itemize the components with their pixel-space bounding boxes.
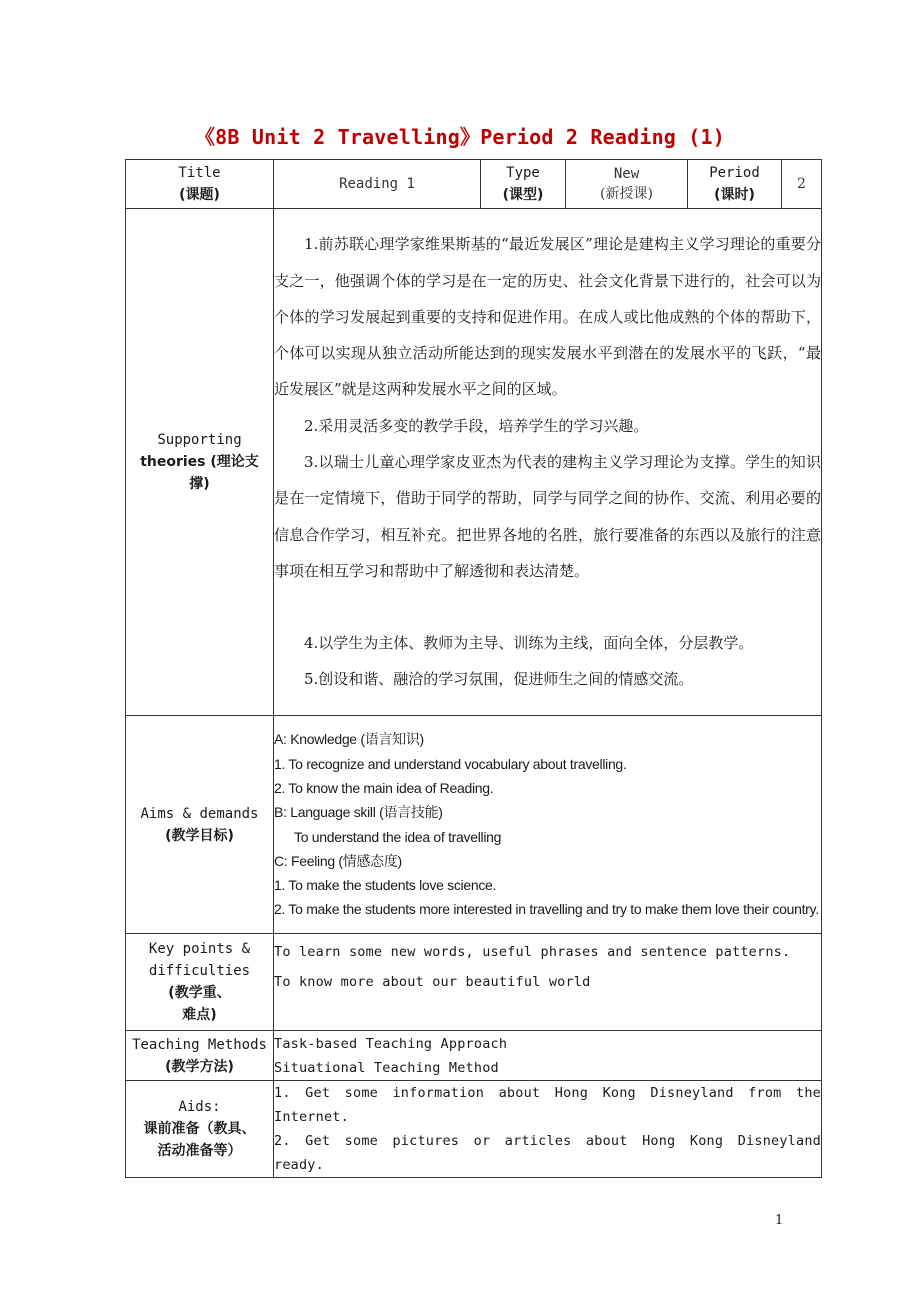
aims-line-feeling-1: 1. To make the students love science. [274, 877, 497, 894]
methods-content [274, 1031, 822, 1081]
period-value: 2 [782, 160, 822, 209]
theory-paragraph-1: 1.前苏联心理学家维果斯基的“最近发展区”理论是建构主义学习理论的重要分支之一，他强调个体的学习是在一定的历史、社会文化背景下进行的，社会可以为个体的学习发展起到重要的支持和促进作用。在成人或比他成熟的个体的帮助下，个体可以实现从独立活动所能达到的现实发展水平到潜在的发展水平的飞跃，“最近发展区”就是这两种发展水平之间的区域。 [274, 235, 821, 399]
aims-line-feeling-2: 2. To make the students more interested in travelling and try to make them love their country. [274, 901, 819, 918]
aids-item2: 2. Get some pictures or articles about Hong Kong Disneyland ready. [274, 1133, 821, 1173]
lesson-plan-table [125, 159, 822, 1178]
title-label-cell [126, 160, 274, 209]
key-points-label-cell [126, 934, 274, 1031]
document-title: 《8B Unit 2 Travelling》Period 2 Reading (1) [194, 125, 726, 149]
aims-label-en: Aims & demands [140, 805, 259, 822]
type-label-en: Type [506, 165, 540, 181]
theories-label-line1: Supporting [157, 432, 242, 448]
theories-label-line2: theories (理论支 [140, 454, 259, 470]
key-points-line1: To learn some new words, useful phrases and sentence patterns. [274, 944, 791, 960]
key-points-line2: To know more about our beautiful world [274, 974, 591, 990]
period-label-en: Period [709, 165, 760, 181]
aims-row [126, 716, 822, 934]
key-points-label-line3: (教学重、 [168, 985, 231, 1001]
aids-row [126, 1081, 822, 1178]
methods-label-zh: (教学方法) [165, 1058, 234, 1075]
period-label-cell [688, 160, 782, 209]
theory-paragraph-2: 2.采用灵活多变的教学手段，培养学生的学习兴趣。 [304, 416, 649, 435]
aids-item1: 1. Get some information about Hong Kong Disneyland from the Internet. [274, 1085, 821, 1125]
aims-label-zh: (教学目标) [165, 827, 234, 844]
type-value-cell [566, 160, 688, 209]
page-number: 1 [775, 1213, 784, 1228]
key-points-label-line1: Key points & [148, 941, 251, 957]
methods-label-cell [126, 1031, 274, 1081]
aims-line-knowledge: A: Knowledge (语言知识) [274, 731, 424, 748]
type-label-cell [481, 160, 566, 209]
theory-paragraph-3: 3.以瑞士儿童心理学家皮亚杰为代表的建构主义学习理论为支撑。学生的知识是在一定情境下，借助于同学的帮助，同学与同学之间的协作、交流、利用必要的信息合作学习，相互补充。把世界各地的名胜，旅行要准备的东西以及旅行的注意事项在相互学习和帮助中了解透彻和表达清楚。 [274, 453, 821, 580]
methods-label-en: Teaching Methods [132, 1036, 267, 1053]
aims-content [274, 716, 822, 934]
key-points-content [274, 934, 822, 1031]
type-label-zh: (课型) [502, 187, 544, 203]
title-value: Reading 1 [274, 160, 481, 209]
title-label-zh: (课题) [179, 187, 220, 203]
theory-paragraph-5: 5.创设和谐、融洽的学习氛围，促进师生之间的情感交流。 [304, 670, 694, 689]
key-points-label-line2: difficulties [148, 963, 251, 979]
aims-line-language-skill: B: Language skill (语言技能) [274, 804, 443, 821]
theories-label-line3: 撑) [189, 476, 210, 492]
title-label-en: Title [178, 165, 221, 181]
methods-line2: Situational Teaching Method [274, 1059, 499, 1076]
theory-paragraph-4: 4.以学生为主体、教师为主导、训练为主线，面向全体，分层教学。 [304, 634, 754, 653]
aids-label-zh2: 活动准备等） [157, 1143, 242, 1159]
methods-row [126, 1031, 822, 1081]
aids-label-cell [126, 1081, 274, 1178]
aims-label-cell [126, 716, 274, 934]
spacer [274, 589, 821, 625]
theories-content [274, 209, 822, 716]
theories-row [126, 209, 822, 716]
key-points-label-line4: 难点) [182, 1007, 217, 1023]
aids-label-zh1: 课前准备（教具、 [143, 1121, 256, 1137]
theories-label-cell [126, 209, 274, 716]
aims-line-knowledge-1: 1. To recognize and understand vocabulary about travelling. [274, 755, 627, 772]
methods-line1: Task-based Teaching Approach [274, 1035, 508, 1052]
period-label-zh: (课时) [714, 187, 755, 203]
type-value-en: New [613, 166, 640, 182]
aims-line-knowledge-2: 2. To know the main idea of Reading. [274, 779, 494, 796]
aims-line-language-skill-1: To understand the idea of travelling [294, 828, 502, 845]
aims-line-feeling: C: Feeling (情感态度) [274, 852, 402, 869]
header-row [126, 160, 822, 209]
aids-label-en: Aids: [178, 1099, 221, 1115]
type-value-zh: (新授课) [600, 186, 653, 202]
aids-content [274, 1081, 822, 1178]
key-points-row [126, 934, 822, 1031]
